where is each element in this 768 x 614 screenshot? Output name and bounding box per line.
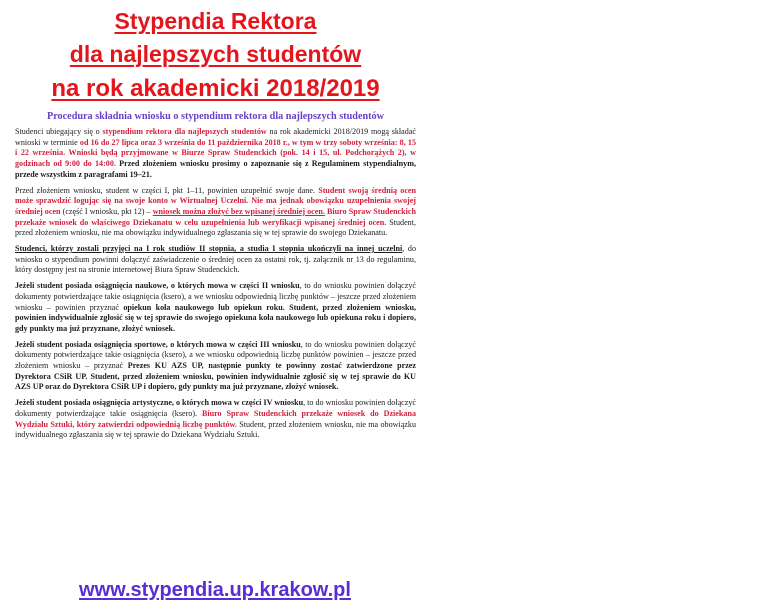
paragraph-application-deadline <box>15 127 416 181</box>
text-run: , do wniosku o stypendium powinni dołączyć zaświadczenie o średniej ocen za ostatni rok, tj. załącznik nr 13 do regulaminu, który dostępny jest na stronie internetowej Biura Spraw Studenckich. <box>15 244 417 275</box>
title-line-1: Stypendia Rektora <box>114 8 317 34</box>
text-run: Jeżeli student posiada osiągnięcia naukowe, o których mowa w części II wniosku <box>15 281 300 291</box>
paragraph-artistic-achievements <box>15 398 416 441</box>
text-run: Studenci ubiegający się o <box>15 127 103 136</box>
text-run: Jeżeli student posiada osiągnięcia artystyczne, o których mowa w części IV wniosku <box>15 398 304 408</box>
paragraph-second-degree-students <box>15 244 416 276</box>
text-run: Biuro Spraw Studenckich przekaże wniosek do Dziekana Wydziału Sztuki, który zatwierdzi odpowiednią liczbę punktów. <box>15 408 416 429</box>
website-link[interactable]: www.stypendia.up.krakow.pl <box>79 579 351 601</box>
document <box>15 0 416 446</box>
title-line-3: na rok akademicki 2018/2019 <box>51 75 380 102</box>
text-run: Prezes KU AZS UP, następnie punkty te powinny zostać zatwierdzone przez Dyrektora CSiR UP. Student, przed złożeniem wniosku, powinien indywidualnie zgłosić się w tej sprawie do KU AZS UP oraz do Dyrektora CSiR UP i dopiero, gdy punkty ma już przyznane, złożyć wniosek. <box>15 361 416 392</box>
paragraph-sports-achievements <box>15 340 416 394</box>
text-run: Studenci, którzy zostali przyjęci na I rok studiów II stopnia, a studia I stopnia ukończyli na innej uczelni <box>15 244 403 254</box>
text-run: od 16 do 27 lipca oraz 3 września do 11 października 2018 r., w tym w trzy soboty września: 8, 15 i 22 września. Wnioski będą przyjmowane w Biurze Spraw Studenckich (pok. 14 i 15, ul. Podchorążych 2), w godzinach od 9:00 do 14:00. <box>15 137 416 169</box>
text-run: stypendium rektora dla najlepszych studentów <box>102 127 267 136</box>
text-run: opiekun koła naukowego lub opiekun roku. Student, przed złożeniem wniosku, powinien indywidualnie zgłosić się w tej sprawie do swojego opiekuna koła naukowego lub opiekuna roku i dopiero, gdy punkty ma już przyznane, złożyć wniosek. <box>15 302 416 333</box>
text-run: Student, przed złożeniem wniosku, nie ma obowiązku indywidualnego zgłaszania się w tej sprawie do Dziekana Wydziału Sztuki. <box>15 419 416 440</box>
text-run: na rok akademicki 2018/2019 mogą składać wnioski w terminie <box>15 127 417 147</box>
text-run: Przed złożeniem wniosku prosimy o zapoznanie się z Regulaminem stypendialnym, przede wszystkim z paragrafami 19–21. <box>15 159 416 179</box>
text-run: Student swoją średnią ocen może sprawdzić logując się na swoje konto w Wirtualnej Uczelni. Nie ma jednak obowiązku uzupełnienia swojej średniej ocen <box>15 185 416 216</box>
text-run: , to do wniosku powinien dołączyć dokumenty potwierdzające takie osiągnięcia (ksero). <box>15 398 416 418</box>
text-run: Student, przed złożeniem wniosku, nie ma obowiązku indywidualnego zgłaszania się w tej sprawie do swojego Dziekanatu. <box>15 217 416 238</box>
text-run: Przed złożeniem wniosku, student w części I, pkt 1–11, powinien uzupełnić swoje dane. <box>15 185 319 195</box>
text-run: Biuro Spraw Studenckich przekaże wniosek do właściwego Dziekanatu w celu uzupełnienia lub weryfikacji wpisanej średniej ocen. <box>15 206 417 227</box>
text-run: , to do wniosku powinien dołączyć dokumenty potwierdzające takie osiągnięcia (ksero), a we wniosku odpowiednią liczbę punktów – jeszcze przed złożeniem wniosku – powinien przyznać <box>15 281 417 312</box>
text-run: , to do wniosku powinien dołączyć dokumenty potwierdzające takie osiągnięcia (ksero), a we wniosku odpowiednią liczbę punktów powinien – jeszcze przed złożeniem wniosku – przyznać <box>15 339 416 371</box>
paragraph-scientific-achievements <box>15 281 416 335</box>
text-run: (część I wniosku, pkt 12) – <box>60 206 153 216</box>
paragraph-average-grade <box>15 186 416 240</box>
title-line-2: dla najlepszych studentów <box>69 41 362 67</box>
procedure-subtitle: Procedura składnia wniosku o stypendium rektora dla najlepszych studentów <box>47 111 384 122</box>
text-run: wniosek można złożyć bez wpisanej średniej ocen. <box>152 206 325 216</box>
text-run: Jeżeli student posiada osiągnięcia sportowe, o których mowa w części III wniosku <box>15 339 301 349</box>
